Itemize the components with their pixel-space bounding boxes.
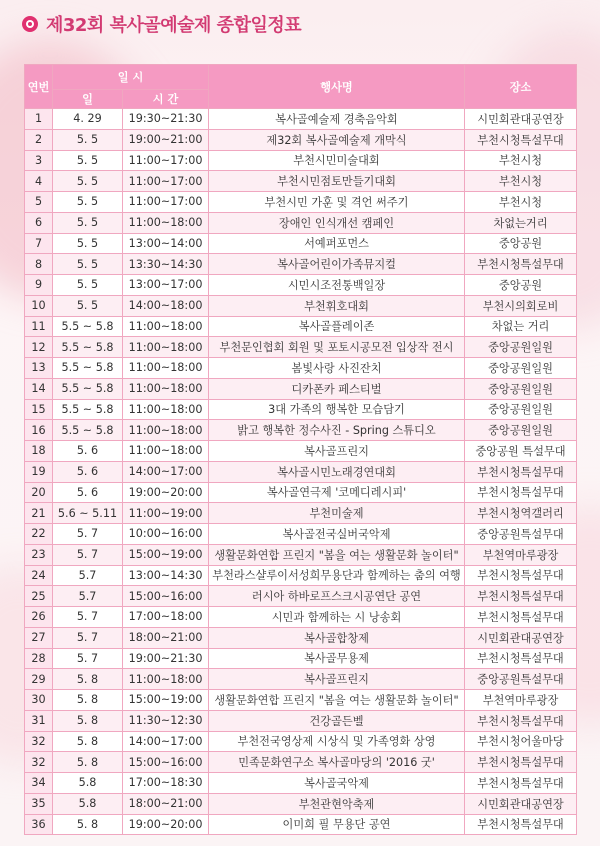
cell-seq: 16 — [25, 420, 53, 441]
cell-place: 부천시청특설무대 — [465, 710, 577, 731]
cell-seq: 34 — [25, 773, 53, 794]
cell-seq: 30 — [25, 690, 53, 711]
table-row — [25, 171, 577, 192]
cell-place: 중앙공원특설무대 — [465, 524, 577, 545]
cell-event: 부천시민점토만들기대회 — [209, 171, 465, 192]
cell-place: 부천역마루광장 — [465, 544, 577, 565]
cell-seq: 13 — [25, 358, 53, 379]
cell-date: 5. 5 — [53, 233, 123, 254]
cell-place: 부천시청특설무대 — [465, 648, 577, 669]
cell-time: 19:00~21:00 — [123, 129, 209, 150]
table-row — [25, 109, 577, 130]
cell-event: 부천문인협회 회원 및 포토시공모전 입상작 전시 — [209, 337, 465, 358]
cell-time: 15:00~19:00 — [123, 690, 209, 711]
cell-seq: 22 — [25, 524, 53, 545]
cell-date: 5. 5 — [53, 295, 123, 316]
cell-date: 5.8 — [53, 793, 123, 814]
cell-event: 시민과 함께하는 시 낭송회 — [209, 607, 465, 628]
table-row — [25, 337, 577, 358]
cell-event: 복사골예술제 경축음악회 — [209, 109, 465, 130]
cell-event: 이미희 필 무용단 공연 — [209, 814, 465, 835]
cell-date: 5. 7 — [53, 544, 123, 565]
cell-seq: 14 — [25, 378, 53, 399]
cell-seq: 21 — [25, 503, 53, 524]
cell-time: 11:00~18:00 — [123, 441, 209, 462]
cell-seq: 29 — [25, 669, 53, 690]
cell-event: 복사골연극제 '코메디레시피' — [209, 482, 465, 503]
cell-seq: 26 — [25, 607, 53, 628]
cell-date: 5. 6 — [53, 441, 123, 462]
table-row — [25, 752, 577, 773]
cell-event: 복사골국악제 — [209, 773, 465, 794]
cell-event: 부천휘호대회 — [209, 295, 465, 316]
cell-place: 부천시청특설무대 — [465, 773, 577, 794]
cell-seq: 15 — [25, 399, 53, 420]
cell-place: 부천시의회로비 — [465, 295, 577, 316]
cell-seq: 25 — [25, 586, 53, 607]
cell-place: 부천시청특설무대 — [465, 814, 577, 835]
header-date: 일 — [53, 90, 123, 109]
cell-seq: 24 — [25, 565, 53, 586]
cell-place: 부천시청역갤러리 — [465, 503, 577, 524]
cell-place: 부천시청특설무대 — [465, 565, 577, 586]
cell-place: 중앙공원특설무대 — [465, 669, 577, 690]
cell-time: 13:30~14:30 — [123, 254, 209, 275]
cell-time: 11:00~18:00 — [123, 316, 209, 337]
table-row — [25, 773, 577, 794]
cell-event: 봄빛사랑 사진잔치 — [209, 358, 465, 379]
cell-seq: 10 — [25, 295, 53, 316]
cell-place: 부천역마루광장 — [465, 690, 577, 711]
cell-seq: 2 — [25, 129, 53, 150]
cell-date: 5. 6 — [53, 482, 123, 503]
table-row — [25, 690, 577, 711]
table-row — [25, 358, 577, 379]
cell-time: 13:00~14:00 — [123, 233, 209, 254]
cell-time: 19:00~20:00 — [123, 482, 209, 503]
table-row — [25, 399, 577, 420]
table-row — [25, 378, 577, 399]
cell-place: 부천시청특설무대 — [465, 752, 577, 773]
cell-time: 11:30~12:30 — [123, 710, 209, 731]
cell-time: 11:00~18:00 — [123, 337, 209, 358]
cell-event: 복사골전국실버국악제 — [209, 524, 465, 545]
cell-event: 복사골합창제 — [209, 627, 465, 648]
cell-date: 5.5 ~ 5.8 — [53, 316, 123, 337]
cell-event: 복사골무용제 — [209, 648, 465, 669]
cell-time: 11:00~18:00 — [123, 399, 209, 420]
cell-event: 생활문화연합 프린지 "봄을 여는 생활문화 놀이터" — [209, 544, 465, 565]
cell-time: 11:00~18:00 — [123, 378, 209, 399]
cell-event: 부천시민미술대회 — [209, 150, 465, 171]
page-title: 제32회 복사골예술제 종합일정표 — [46, 15, 302, 36]
cell-date: 5. 7 — [53, 648, 123, 669]
cell-place: 부천시청 — [465, 150, 577, 171]
cell-seq: 9 — [25, 275, 53, 296]
table-row — [25, 814, 577, 835]
cell-place: 중앙공원 — [465, 275, 577, 296]
table-row — [25, 254, 577, 275]
cell-date: 5. 5 — [53, 129, 123, 150]
cell-event: 복사골어린이가족뮤지컬 — [209, 254, 465, 275]
cell-place: 중앙공원일원 — [465, 399, 577, 420]
cell-seq: 7 — [25, 233, 53, 254]
cell-time: 11:00~19:00 — [123, 503, 209, 524]
cell-place: 시민회관대공연장 — [465, 109, 577, 130]
cell-seq: 32 — [25, 752, 53, 773]
cell-date: 5.6 ~ 5.11 — [53, 503, 123, 524]
cell-date: 5.5 ~ 5.8 — [53, 420, 123, 441]
cell-event: 디카폰카 페스티벌 — [209, 378, 465, 399]
cell-event: 민족문화연구소 복사골마당의 '2016 굿' — [209, 752, 465, 773]
header-time: 시 간 — [123, 90, 209, 109]
cell-place: 중앙공원일원 — [465, 378, 577, 399]
table-row — [25, 192, 577, 213]
cell-time: 11:00~18:00 — [123, 669, 209, 690]
cell-place: 부천시청특설무대 — [465, 607, 577, 628]
header-seq: 연번 — [25, 65, 53, 109]
cell-seq: 4 — [25, 171, 53, 192]
cell-date: 5. 5 — [53, 254, 123, 275]
cell-seq: 18 — [25, 441, 53, 462]
cell-event: 복사골플레이존 — [209, 316, 465, 337]
cell-date: 5. 8 — [53, 669, 123, 690]
cell-time: 19:00~21:30 — [123, 648, 209, 669]
cell-seq: 28 — [25, 648, 53, 669]
cell-place: 중앙공원 특설무대 — [465, 441, 577, 462]
cell-event: 복사골프린지 — [209, 441, 465, 462]
title-bar — [22, 10, 301, 38]
cell-event: 복사골프린지 — [209, 669, 465, 690]
cell-date: 5. 8 — [53, 710, 123, 731]
table-row — [25, 648, 577, 669]
table-row — [25, 482, 577, 503]
table-row — [25, 212, 577, 233]
cell-place: 차없는 거리 — [465, 316, 577, 337]
cell-event: 밝고 행복한 정수사진 - Spring 스튜디오 — [209, 420, 465, 441]
cell-time: 15:00~19:00 — [123, 544, 209, 565]
cell-date: 5. 5 — [53, 212, 123, 233]
table-row — [25, 295, 577, 316]
table-row — [25, 524, 577, 545]
header-datetime: 일 시 — [53, 65, 209, 90]
schedule-table — [24, 64, 577, 835]
cell-event: 건강골든벨 — [209, 710, 465, 731]
cell-time: 17:00~18:00 — [123, 607, 209, 628]
cell-event: 3대 가족의 행복한 모습담기 — [209, 399, 465, 420]
cell-date: 5.5 ~ 5.8 — [53, 358, 123, 379]
cell-place: 부천시청특설무대 — [465, 461, 577, 482]
table-row — [25, 627, 577, 648]
cell-time: 14:00~17:00 — [123, 731, 209, 752]
cell-date: 5.8 — [53, 773, 123, 794]
cell-place: 중앙공원일원 — [465, 420, 577, 441]
table-row — [25, 565, 577, 586]
cell-time: 11:00~17:00 — [123, 150, 209, 171]
cell-time: 11:00~18:00 — [123, 212, 209, 233]
cell-place: 부천시청특설무대 — [465, 586, 577, 607]
cell-event: 러시아 하바로프스크시공연단 공연 — [209, 586, 465, 607]
cell-event: 부천라스샬루이서성희무용단과 함께하는 춤의 여행 — [209, 565, 465, 586]
cell-time: 11:00~17:00 — [123, 192, 209, 213]
cell-event: 시민시조전통백일장 — [209, 275, 465, 296]
table-row — [25, 586, 577, 607]
cell-date: 5.7 — [53, 586, 123, 607]
cell-date: 5. 5 — [53, 192, 123, 213]
cell-event: 부천전국영상제 시상식 및 가족영화 상영 — [209, 731, 465, 752]
table-row — [25, 150, 577, 171]
table-row — [25, 503, 577, 524]
cell-seq: 3 — [25, 150, 53, 171]
cell-place: 부천시청특설무대 — [465, 254, 577, 275]
cell-time: 14:00~17:00 — [123, 461, 209, 482]
cell-seq: 27 — [25, 627, 53, 648]
cell-place: 중앙공원일원 — [465, 358, 577, 379]
table-row — [25, 441, 577, 462]
table-row — [25, 316, 577, 337]
cell-time: 17:00~18:30 — [123, 773, 209, 794]
cell-time: 11:00~18:00 — [123, 358, 209, 379]
cell-seq: 35 — [25, 793, 53, 814]
cell-time: 15:00~16:00 — [123, 752, 209, 773]
cell-seq: 5 — [25, 192, 53, 213]
table-row — [25, 731, 577, 752]
cell-time: 19:00~20:00 — [123, 814, 209, 835]
cell-seq: 32 — [25, 731, 53, 752]
cell-place: 부천시청특설무대 — [465, 129, 577, 150]
table-row — [25, 669, 577, 690]
cell-date: 5.5 ~ 5.8 — [53, 378, 123, 399]
cell-time: 11:00~18:00 — [123, 420, 209, 441]
table-row — [25, 461, 577, 482]
table-row — [25, 420, 577, 441]
table-row — [25, 275, 577, 296]
cell-date: 5. 8 — [53, 690, 123, 711]
cell-time: 13:00~14:30 — [123, 565, 209, 586]
table-row — [25, 129, 577, 150]
cell-seq: 8 — [25, 254, 53, 275]
cell-seq: 11 — [25, 316, 53, 337]
cell-seq: 1 — [25, 109, 53, 130]
cell-date: 5. 8 — [53, 752, 123, 773]
table-row — [25, 544, 577, 565]
cell-place: 중앙공원 — [465, 233, 577, 254]
cell-event: 제32회 복사골예술제 개막식 — [209, 129, 465, 150]
cell-time: 19:30~21:30 — [123, 109, 209, 130]
cell-date: 4. 29 — [53, 109, 123, 130]
cell-time: 18:00~21:00 — [123, 793, 209, 814]
cell-time: 10:00~16:00 — [123, 524, 209, 545]
cell-seq: 6 — [25, 212, 53, 233]
cell-date: 5. 5 — [53, 275, 123, 296]
cell-event: 부천미술제 — [209, 503, 465, 524]
cell-seq: 36 — [25, 814, 53, 835]
cell-event: 서예퍼포먼스 — [209, 233, 465, 254]
cell-time: 11:00~17:00 — [123, 171, 209, 192]
header-event: 행사명 — [209, 65, 465, 109]
cell-seq: 12 — [25, 337, 53, 358]
cell-place: 부천시청 — [465, 171, 577, 192]
cell-time: 13:00~17:00 — [123, 275, 209, 296]
cell-seq: 23 — [25, 544, 53, 565]
cell-event: 복사골시민노래경연대회 — [209, 461, 465, 482]
table-row — [25, 793, 577, 814]
cell-date: 5. 7 — [53, 524, 123, 545]
cell-date: 5. 7 — [53, 607, 123, 628]
cell-place: 시민회관대공연장 — [465, 627, 577, 648]
header-place: 장소 — [465, 65, 577, 109]
cell-event: 부천관현악축제 — [209, 793, 465, 814]
cell-date: 5. 8 — [53, 731, 123, 752]
cell-date: 5. 8 — [53, 814, 123, 835]
cell-place: 부천시청어울마당 — [465, 731, 577, 752]
cell-date: 5.5 ~ 5.8 — [53, 337, 123, 358]
bullet-icon — [22, 16, 38, 32]
cell-date: 5. 7 — [53, 627, 123, 648]
cell-seq: 20 — [25, 482, 53, 503]
cell-place: 차없는거리 — [465, 212, 577, 233]
cell-event: 부천시민 가훈 및 격언 써주기 — [209, 192, 465, 213]
table-row — [25, 710, 577, 731]
schedule-rows — [25, 109, 577, 835]
table-row — [25, 233, 577, 254]
cell-event: 생활문화연합 프린지 "봄을 여는 생활문화 놀이터" — [209, 690, 465, 711]
cell-place: 시민회관대공연장 — [465, 793, 577, 814]
cell-place: 부천시청 — [465, 192, 577, 213]
cell-date: 5. 5 — [53, 150, 123, 171]
cell-event: 장애인 인식개선 캠페인 — [209, 212, 465, 233]
cell-seq: 31 — [25, 710, 53, 731]
cell-place: 중앙공원일원 — [465, 337, 577, 358]
table-row — [25, 607, 577, 628]
cell-date: 5.7 — [53, 565, 123, 586]
cell-time: 14:00~18:00 — [123, 295, 209, 316]
cell-time: 18:00~21:00 — [123, 627, 209, 648]
cell-time: 15:00~16:00 — [123, 586, 209, 607]
cell-date: 5. 5 — [53, 171, 123, 192]
cell-place: 부천시청특설무대 — [465, 482, 577, 503]
cell-date: 5.5 ~ 5.8 — [53, 399, 123, 420]
cell-seq: 19 — [25, 461, 53, 482]
cell-date: 5. 6 — [53, 461, 123, 482]
